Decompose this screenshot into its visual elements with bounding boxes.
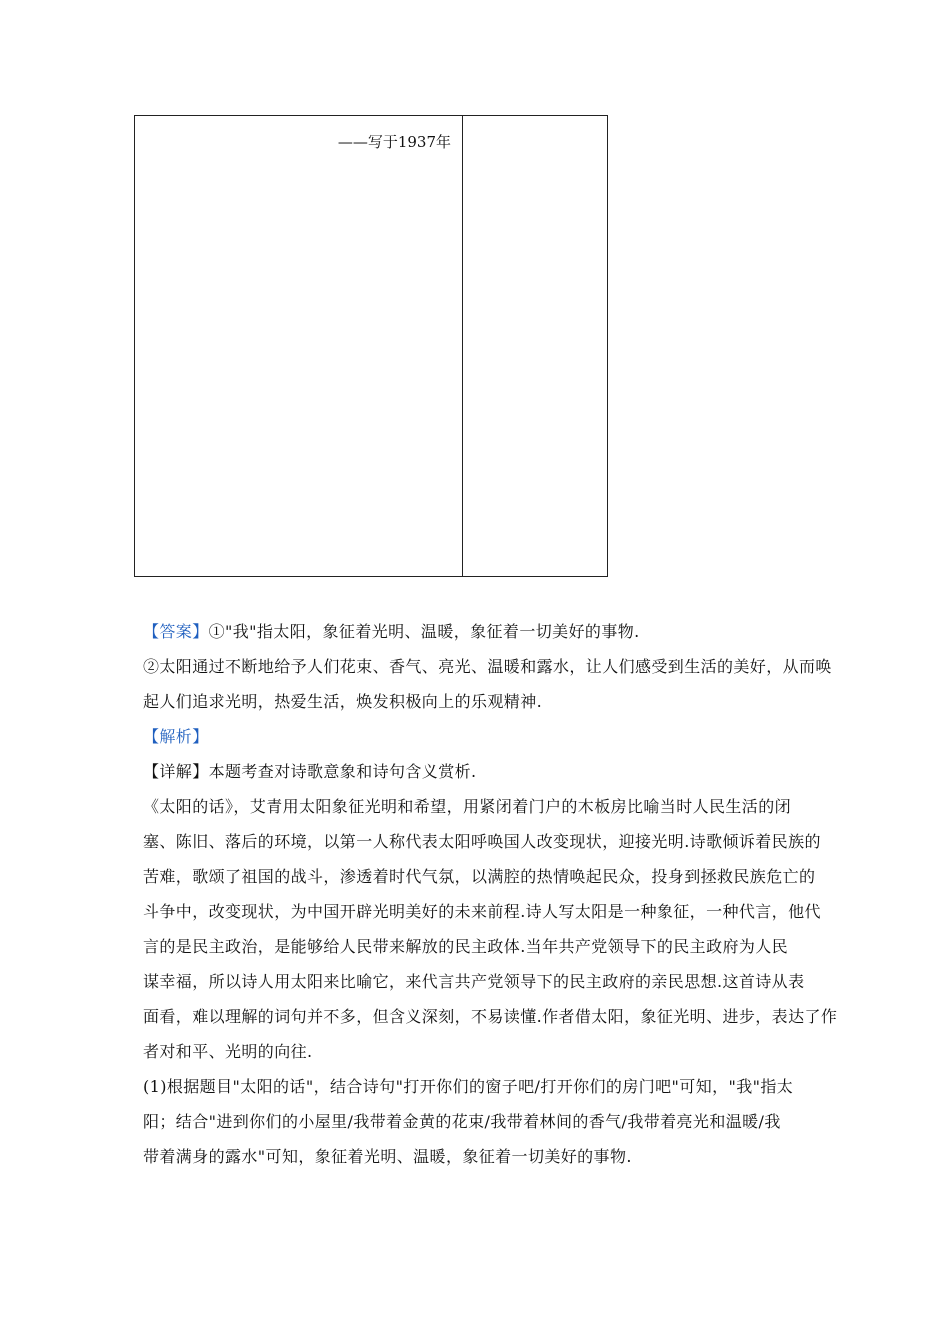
answer-text-1: ①"我"指太阳，象征着光明、温暖，象征着一切美好的事物. <box>208 622 640 641</box>
table-divider <box>462 116 463 576</box>
detail-tag: 【详解】 <box>143 762 209 781</box>
point1-line: 带着满身的露水"可知，象征着光明、温暖，象征着一切美好的事物. <box>143 1147 632 1166</box>
detail-line: 斗争中，改变现状，为中国开辟光明美好的未来前程.诗人写太阳是一种象征，一种代言，他代 <box>143 902 821 921</box>
detail-line: 《太阳的话》，艾青用太阳象征光明和希望，用紧闭着门户的木板房比喻当时人民生活的闭 <box>143 797 792 816</box>
detail-line: 面看，难以理解的词句并不多，但含义深刻，不易读懂.作者借太阳，象征光明、进步，表达了作 <box>143 1007 838 1026</box>
detail-line: 言的是民主政治，是能够给人民带来解放的民主政体.当年共产党领导下的民主政府为人民 <box>143 937 789 956</box>
detail-line: 者对和平、光明的向往. <box>143 1042 313 1061</box>
point1-line: (1)根据题目"太阳的话"，结合诗句"打开你们的窗子吧/打开你们的房门吧"可知，"我"指太 <box>143 1077 794 1096</box>
answer-tag: 【答案】 <box>143 622 209 641</box>
detail-intro-line <box>143 760 811 784</box>
answer-analysis-section <box>143 620 838 1180</box>
answer-line-1 <box>143 620 811 644</box>
detail-line: 塞、陈旧、落后的环境，以第一人称代表太阳呼唤国人改变现状，迎接光明.诗歌倾诉着民族的 <box>143 832 821 851</box>
poem-signature: ——写于1937年 <box>337 133 451 151</box>
point1-line: 阳；结合"进到你们的小屋里/我带着金黄的花束/我带着林间的香气/我带着亮光和温暖/我 <box>143 1112 781 1131</box>
analysis-heading <box>143 725 811 749</box>
poem-table <box>134 115 608 577</box>
answer-line-2: ②太阳通过不断地给予人们花束、香气、亮光、温暖和露水，让人们感受到生活的美好，从而唤 <box>143 657 832 676</box>
detail-intro: 本题考查对诗歌意象和诗句含义赏析. <box>208 762 477 781</box>
detail-line: 谋幸福，所以诗人用太阳来比喻它，来代言共产党领导下的民主政府的亲民思想.这首诗从表 <box>143 972 805 991</box>
detail-line: 苦难，歌颂了祖国的战斗，渗透着时代气氛，以满腔的热情唤起民众，投身到拯救民族危亡的 <box>143 867 816 886</box>
answer-line-3: 起人们追求光明，热爱生活，焕发积极向上的乐观精神. <box>143 692 543 711</box>
analysis-tag: 【解析】 <box>143 727 209 746</box>
